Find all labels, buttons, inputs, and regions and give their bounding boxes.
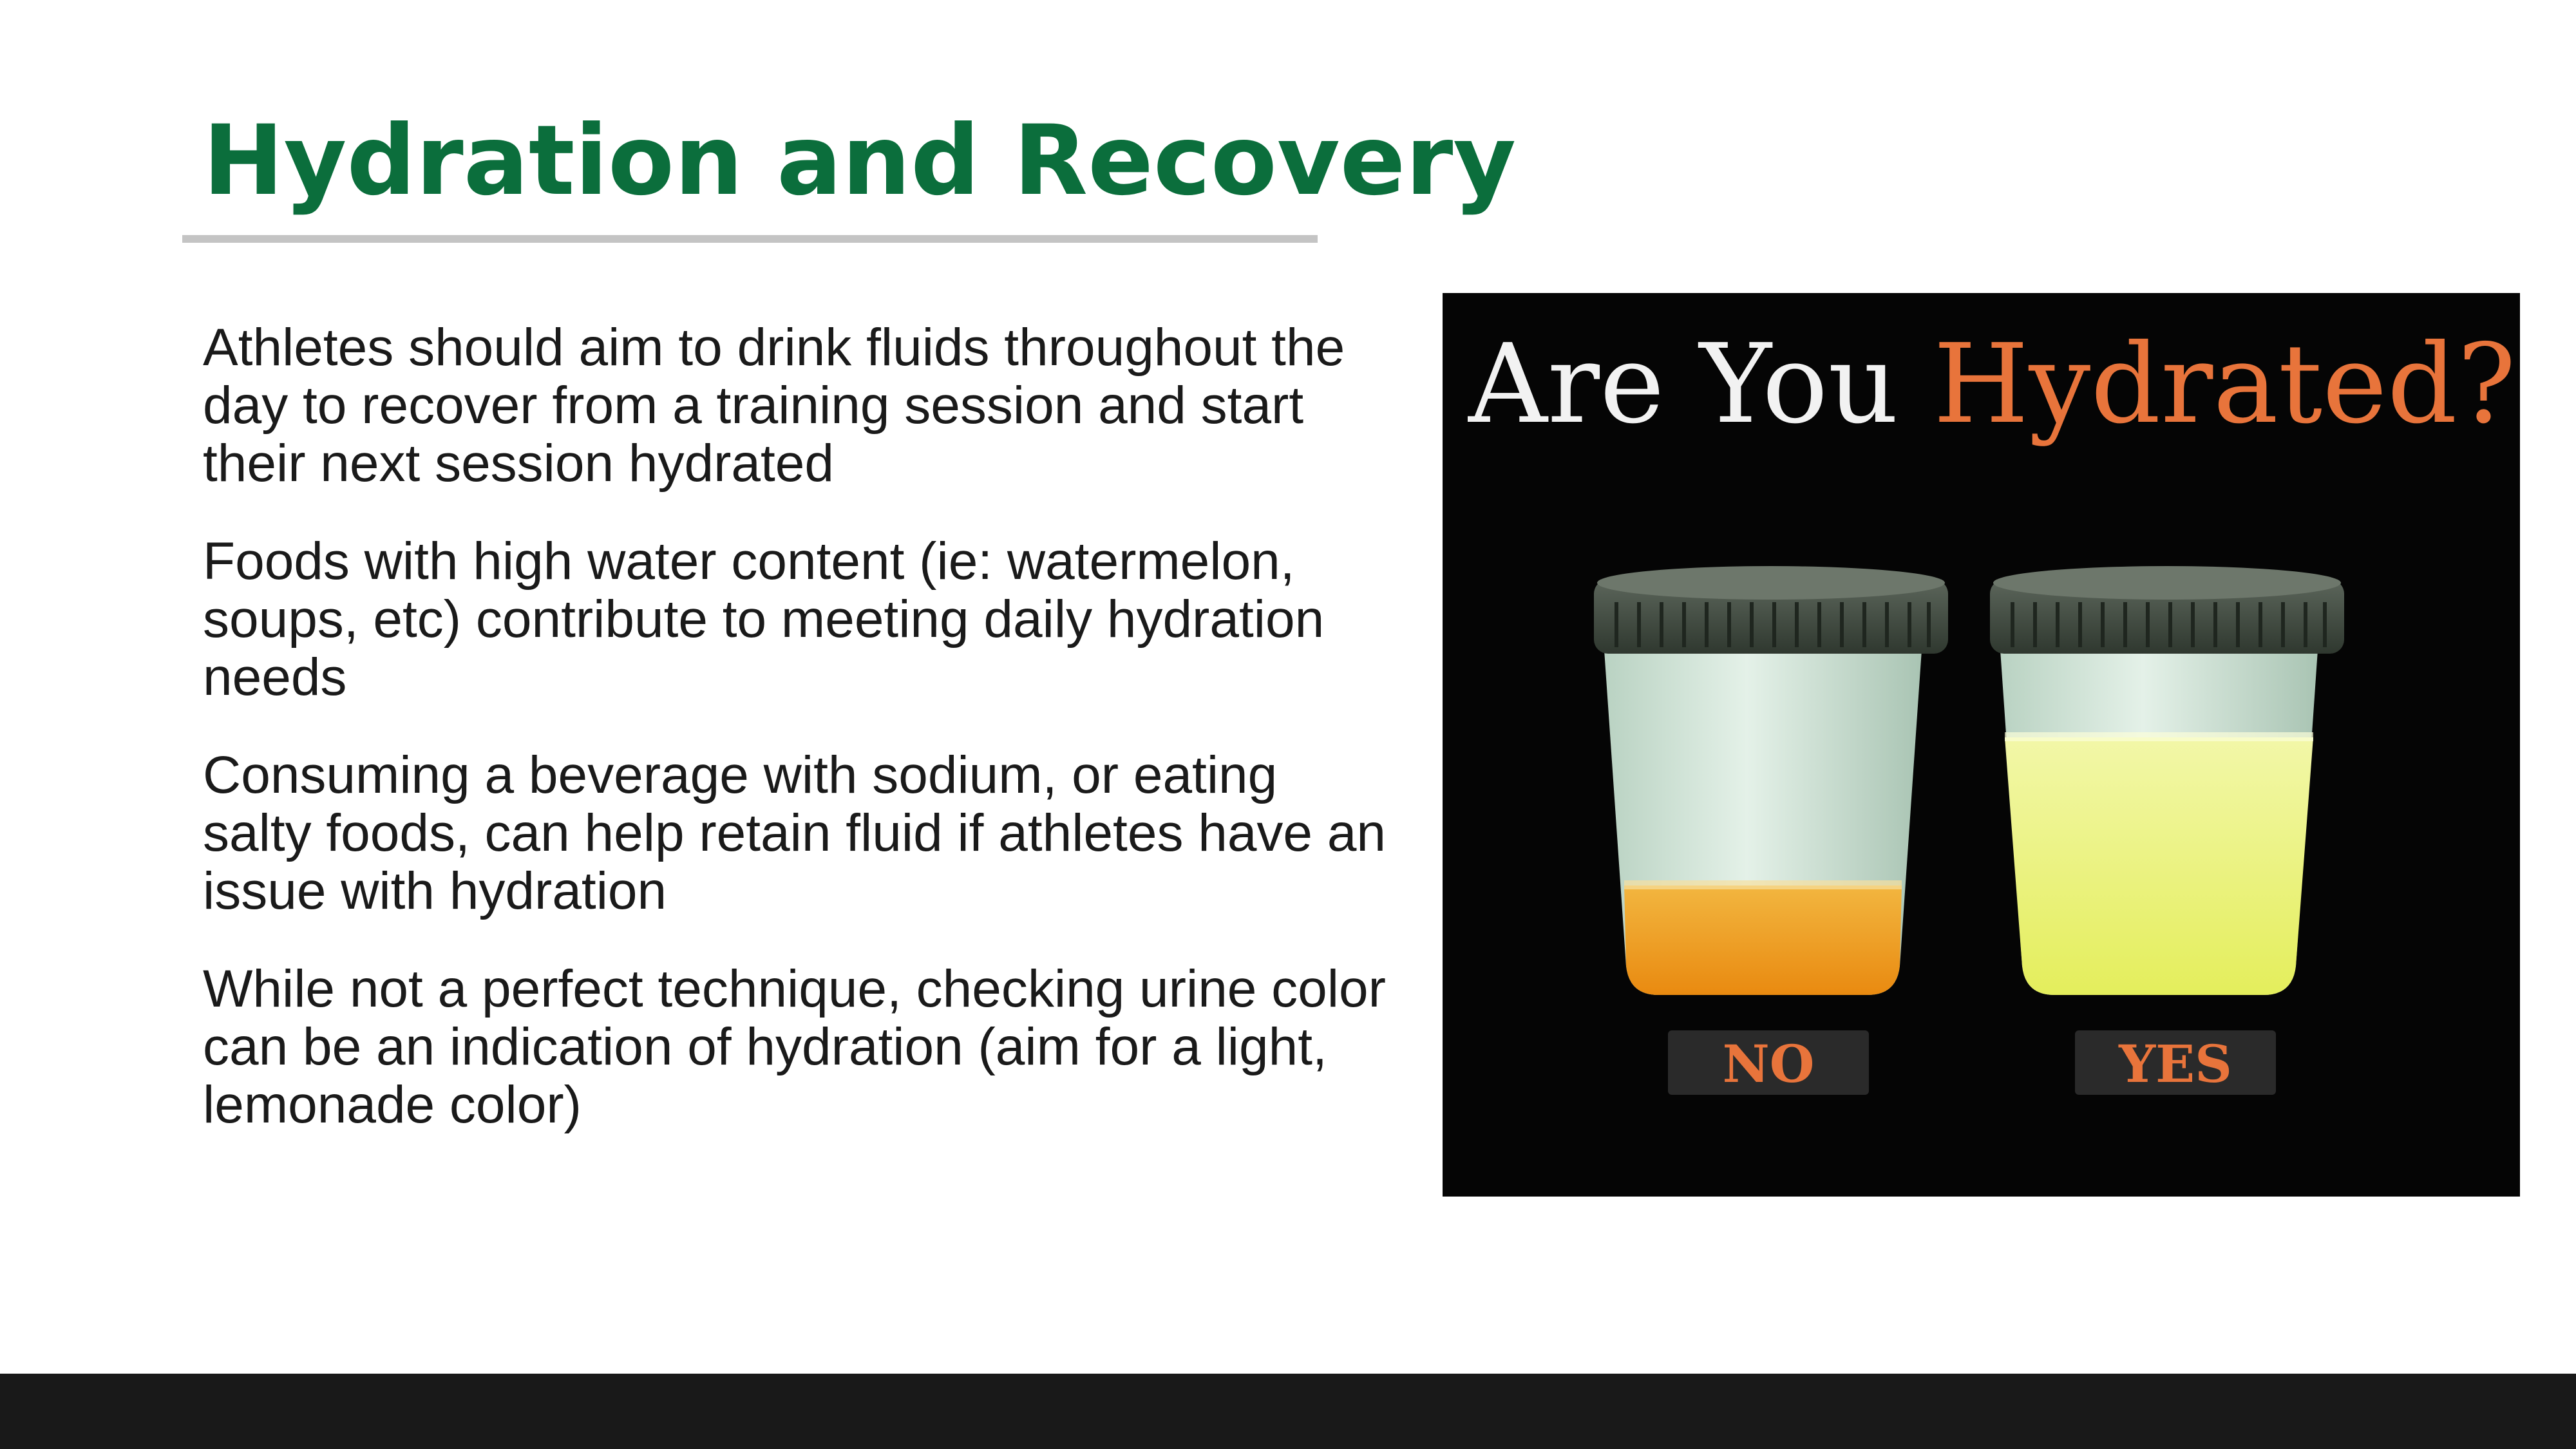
yes-label-badge [2075, 1030, 2276, 1095]
right-cup-lid-top [1993, 566, 2341, 600]
footer-bar [0, 1374, 2576, 1449]
bullet-paragraph-3: Consuming a beverage with sodium, or eating salty foods, can help retain fluid if athletes have an issue with hydration [203, 746, 1387, 920]
no-label-badge [1668, 1030, 1869, 1095]
yes-label-text: YES [2119, 1034, 2232, 1094]
picture-headline [1468, 321, 2516, 448]
hydration-picture [1443, 293, 2520, 1197]
right-cup-fluid [2005, 737, 2313, 995]
slide-title: Hydration and Recovery [203, 105, 1517, 217]
headline-part-white: Are You [1468, 321, 1934, 448]
dehydrated-cup [1594, 566, 1948, 995]
left-cup-fluid-surface [1624, 880, 1902, 889]
hydrated-cup [1990, 566, 2344, 995]
right-cup-fluid-surface [2005, 732, 2313, 741]
bullet-paragraph-2: Foods with high water content (ie: watermelon, soups, etc) contribute to meeting daily hydration needs [203, 532, 1325, 706]
headline-part-orange: Hydrated? [1933, 321, 2516, 448]
bullet-list [203, 319, 1394, 1174]
bullet-paragraph-1: Athletes should aim to drink fluids throughout the day to recover from a training session and start their next session hydrated [203, 318, 1345, 493]
hydration-picture-svg [1443, 293, 2520, 1197]
title-underline [182, 235, 1318, 243]
left-cup-lid-top [1597, 566, 1945, 600]
bullet-paragraph-4: While not a perfect technique, checking urine color can be an indication of hydration (aim for a light, lemonade color) [203, 960, 1386, 1134]
no-label-text: NO [1722, 1034, 1815, 1094]
left-cup-fluid [1624, 886, 1902, 995]
